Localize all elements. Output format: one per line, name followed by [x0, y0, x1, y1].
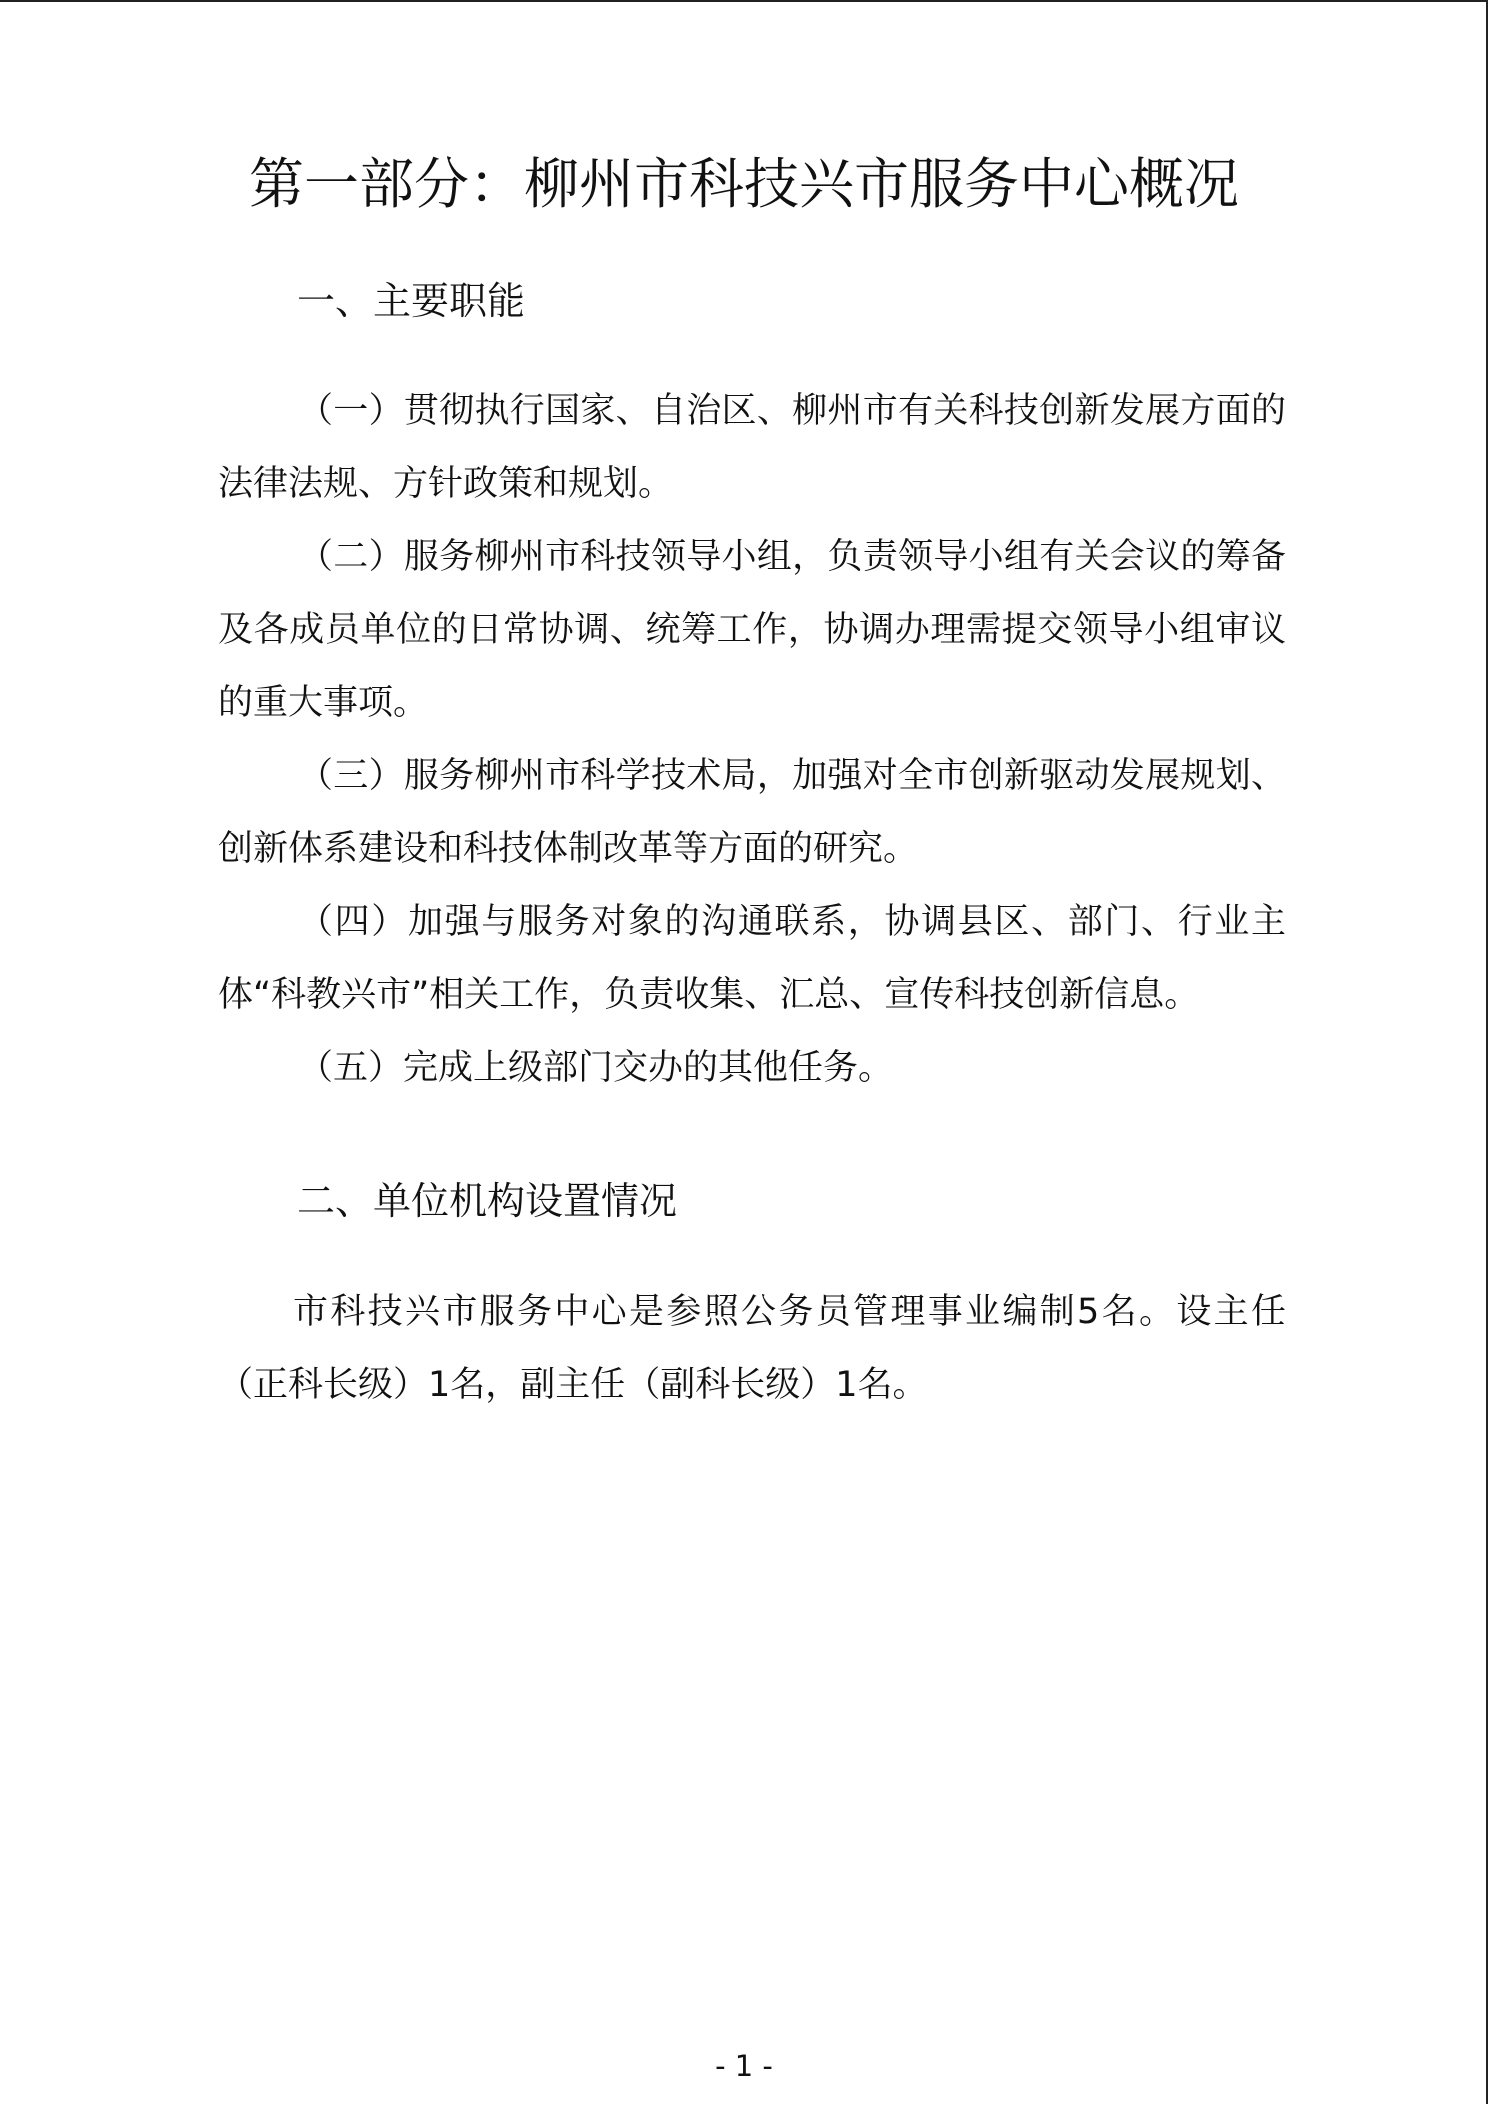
function-item-2: （二）服务柳州市科技领导小组，负责领导小组有关会议的筹备及各成员单位的日常协调、统筹工作，协调办理需提交领导小组审议的重大事项。	[218, 537, 1286, 723]
function-item-4: （四）加强与服务对象的沟通联系，协调县区、部门、行业主体“科教兴市”相关工作，负责收集、汇总、宣传科技创新信息。	[218, 902, 1286, 1015]
section-heading-main-functions: 一、主要职能	[297, 279, 526, 323]
organization-body	[218, 1276, 1286, 1422]
main-functions-body	[218, 375, 1286, 1105]
function-item-5: （五）完成上级部门交办的其他任务。	[298, 1048, 894, 1088]
organization-paragraph: 市科技兴市服务中心是参照公务员管理事业编制5名。设主任（正科长级）1名，副主任（副科长级）1名。	[218, 1292, 1286, 1405]
function-item-3: （三）服务柳州市科学技术局，加强对全市创新驱动发展规划、创新体系建设和科技体制改革等方面的研究。	[218, 756, 1286, 869]
document-title: 第一部分：柳州市科技兴市服务中心概况	[248, 152, 1239, 216]
function-item-1: （一）贯彻执行国家、自治区、柳州市有关科技创新发展方面的法律法规、方针政策和规划。	[218, 391, 1286, 504]
page-number: - 1 -	[715, 2049, 773, 2083]
section-heading-organization: 二、单位机构设置情况	[297, 1179, 678, 1223]
